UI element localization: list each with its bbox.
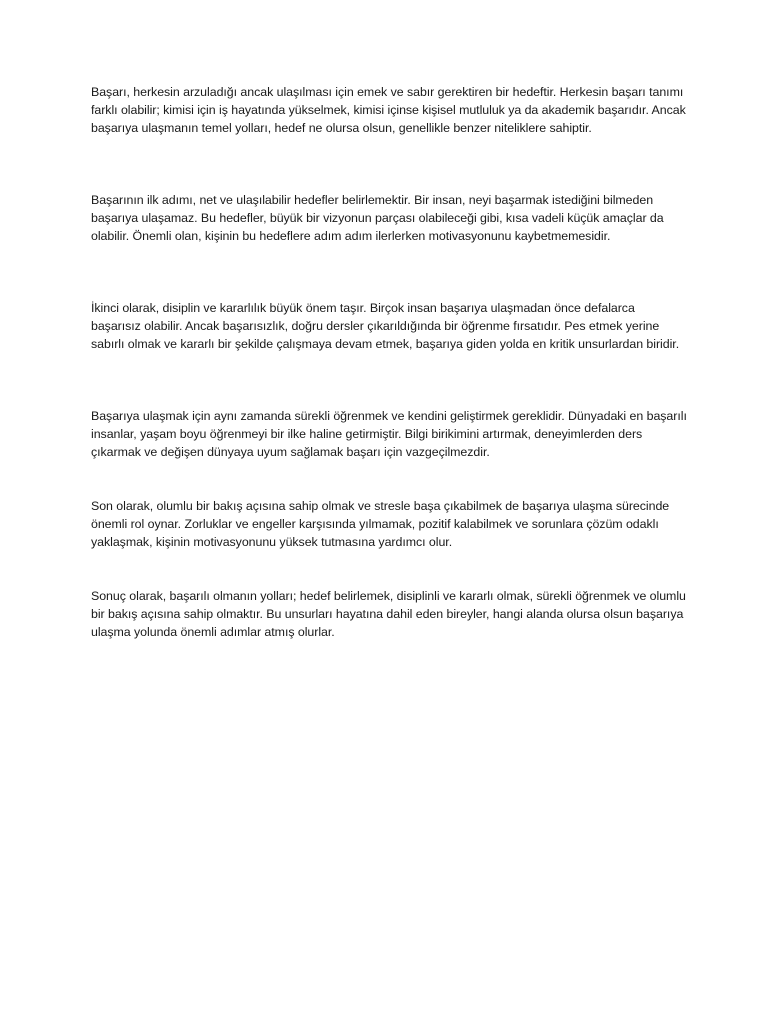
paragraph-positive-outlook: Son olarak, olumlu bir bakış açısına sahip olmak ve stresle başa çıkabilmek de başarıya ulaşma sürecinde önemli rol oynar. Zorluklar ve engeller karşısında yılmamak, pozitif kalabilmek ve sorunlara çözüm odaklı yaklaşmak, kişinin motivasyonunu yüksek tutmasına yardımcı olur. [91,499,670,549]
paragraph-conclusion: Sonuç olarak, başarılı olmanın yolları; hedef belirlemek, disiplinli ve kararlı olmak, sürekli öğrenmek ve olumlu bir bakış açısına sahip olmaktır. Bu unsurları hayatına dahil eden bireyler, hangi alanda olursa olsun başarıya ulaşma yolunda önemli adımlar atmış olurlar. [91,589,686,639]
paragraph-goals: Başarının ilk adımı, net ve ulaşılabilir hedefler belirlemektir. Bir insan, neyi başarmak istediğini bilmeden başarıya ulaşamaz. Bu hedefler, büyük bir vizyonun parçası olabileceği gibi, kısa vadeli küçük amaçlar da olabilir. Önemli olan, kişinin bu hedeflere adım adım ilerlerken motivasyonunu kaybetmemesidir. [91,193,664,243]
paragraph-intro: Başarı, herkesin arzuladığı ancak ulaşılması için emek ve sabır gerektiren bir hedeftir. Herkesin başarı tanımı farklı olabilir; kimisi için iş hayatında yükselmek, kimisi içinse kişisel mutluluk ya da akademik başarıdır. Ancak başarıya ulaşmanın temel yolları, hedef ne olursa olsun, genellikle benzer niteliklere sahiptir. [91,85,686,135]
paragraph-discipline: İkinci olarak, disiplin ve kararlılık büyük önem taşır. Birçok insan başarıya ulaşmadan önce defalarca başarısız olabilir. Ancak başarısızlık, doğru dersler çıkarıldığında bir öğrenme fırsatıdır. Pes etmek yerine sabırlı olmak ve kararlı bir şekilde çalışmaya devam etmek, başarıya giden yolda en kritik unsurlardan biridir. [91,301,680,351]
paragraph-learning: Başarıya ulaşmak için aynı zamanda sürekli öğrenmek ve kendini geliştirmek gereklidir. Dünyadaki en başarılı insanlar, yaşam boyu öğrenmeyi bir ilke haline getirmiştir. Bilgi birikimini artırmak, deneyimlerden ders çıkarmak ve değişen dünyaya uyum sağlamak başarı için vazgeçilmezdir. [91,409,687,459]
